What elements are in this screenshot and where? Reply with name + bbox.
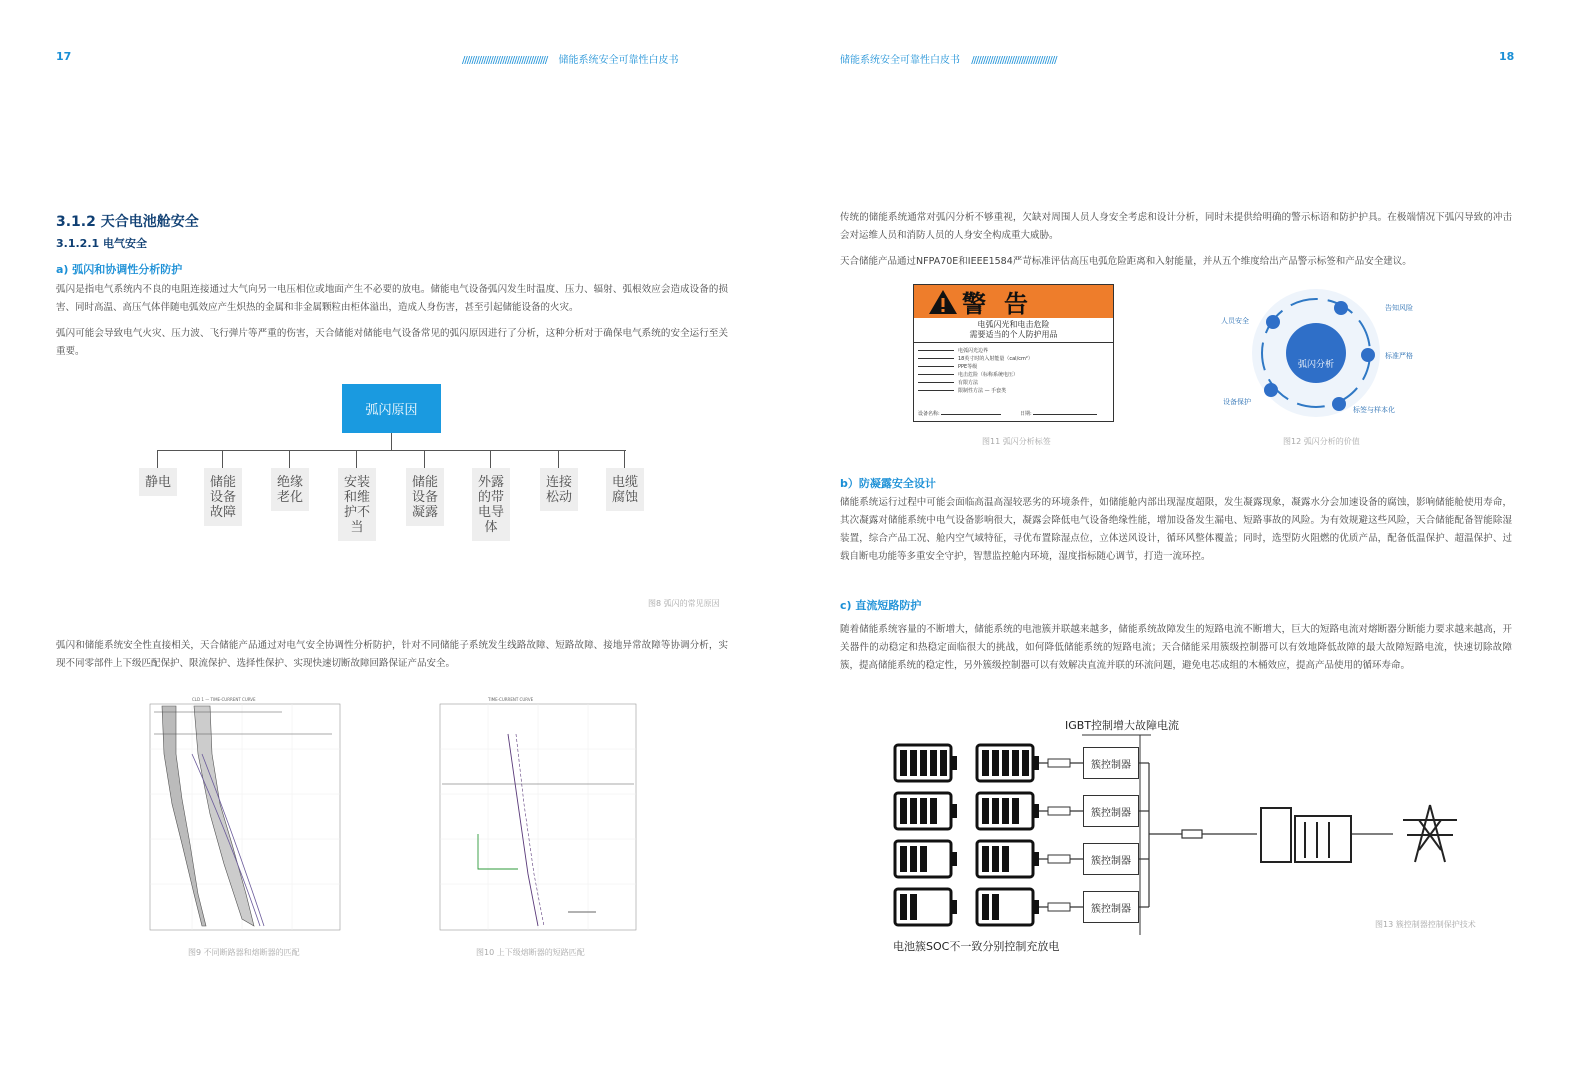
heading-arc-flash: a) 弧闪和协调性分析防护 [56, 263, 183, 276]
running-title: 储能系统安全可靠性白皮书 [840, 55, 960, 66]
igbt-label: IGBT控制增大故障电流 [1065, 719, 1180, 732]
warning-row [918, 379, 1110, 386]
figure-caption: 图10 上下级熔断器的短路匹配 [476, 948, 585, 957]
paragraph: 弧闪和储能系统安全性直接相关，天合储能产品通过对电气安全协调性分析防护，针对不同储能子系统发生线路故障、短路故障、接地异常故障等协调分析，实现不同零部件上下级匹配保护、限流保护、选择性保护、实现快速切断故障回路保证产品安全。 [56, 640, 728, 669]
section-title: 3.1.2 天合电池舱安全 [56, 214, 199, 230]
battery-icon [893, 887, 959, 927]
warning-title: 警告 [962, 290, 1046, 318]
warning-row-text: 18英寸时的入射能量（cal/cm²） [958, 356, 1033, 362]
date-label: 日期: [1020, 411, 1032, 417]
figure-caption: 图8 弧闪的常见原因 [648, 599, 720, 608]
fuse-coordination-plot [428, 694, 643, 939]
battery-icon [893, 791, 959, 831]
svg-text:TIME-CURRENT CURVE: TIME-CURRENT CURVE [488, 697, 534, 702]
cause-box: 绝缘老化 [271, 468, 309, 511]
hub-label-equipment-protection: 设备保护 [1223, 398, 1251, 406]
warning-row [918, 363, 1110, 370]
warning-row-text: 有限方法 [958, 380, 979, 386]
connector-line [391, 433, 392, 450]
warning-line-2: 需要适当的个人防护用品 [969, 330, 1058, 339]
paragraph: 储能系统运行过程中可能会面临高温高湿较恶劣的环境条件，如储能舱内部出现湿度超限，发生凝露现象，凝露水分会加速设备的腐蚀，影响储能舱使用寿命，其次凝露对储能系统中电气设备影响很大，凝露会降低电气设备绝缘性能，增加设备发生漏电、短路事故的风险。为有效规避这些风险，天合储能配备智能除湿装置，综合产品工况、舱内空气域特征，寻优布置除湿点位，立体送风设计，循环风整体覆盖；同时，选型防火阻燃的优质产品，配备低温保护、超温保护、过载自断电功能等多重安全守护，智慧监控舱内环境，湿度指标随心调节，打造一流环控。 [840, 497, 1512, 562]
cause-box: 静电 [139, 468, 177, 496]
warning-subtitle [914, 318, 1113, 343]
fuse-short-circuit-figure [428, 694, 643, 939]
battery-icon [893, 743, 959, 783]
cause-box: 储能设备故障 [204, 468, 242, 526]
svg-text:CLD 1 — TIME-CURRENT CURVE: CLD 1 — TIME-CURRENT CURVE [192, 697, 256, 702]
running-title: 储能系统安全可靠性白皮书 [558, 55, 679, 66]
connector-line [490, 450, 491, 468]
warning-row-text: 电击危险（标称系统电压） [958, 372, 1019, 378]
cause-box: 外露的带电导体 [472, 468, 510, 541]
battery-icon [893, 839, 959, 879]
warning-row [918, 371, 1110, 378]
cluster-controller-box: 簇控制器 [1083, 795, 1139, 827]
paragraph: 传统的储能系统通常对弧闪分析不够重视，欠缺对周围人员人身安全考虑和设计分析，同时未提供给明确的警示标语和防护护具。在极端情况下弧闪导致的冲击会对运维人员和消防人员的人身安全构成重大威胁。 [840, 212, 1512, 241]
battery-icon [975, 791, 1041, 831]
warning-row [918, 387, 1110, 394]
connector-line [157, 450, 158, 468]
soc-label: 电池簇SOC不一致分别控制充放电 [893, 940, 1060, 953]
cluster-controller-box: 簇控制器 [1083, 747, 1139, 779]
connector-line [558, 450, 559, 468]
connector-line [289, 450, 290, 468]
paragraph: 天合储能产品通过NFPA70E和IEEE1584严苛标准评估高压电弧危险距离和入射能量，并从五个维度给出产品警示标签和产品安全建议。 [840, 256, 1412, 267]
battery-icon [975, 743, 1041, 783]
paragraph: 随着储能系统容量的不断增大，储能系统的电池簇并联越来越多，储能系统故障发生的短路电流不断增大，巨大的短路电流对熔断器分断能力要求越来越高，开关器件的动稳定和热稳定面临很大的挑战，如何降低储能系统的短路电流；天合储能采用簇级控制器可以有效地降低故障的最大故障短路电流，快速切除故障簇，提高储能系统的稳定性，另外簇级控制器可以有效解决直流并联的环流问题，避免电芯成组的木桶效应，提高产品使用的循环寿命。 [840, 624, 1512, 671]
warning-line-1: 电弧闪光和电击危险 [977, 320, 1050, 329]
subsection-title: 3.1.2.1 电气安全 [56, 237, 147, 250]
date-field [1020, 410, 1097, 417]
arc-cause-diagram [130, 380, 670, 610]
heading-anti-condensation: b）防凝露安全设计 [840, 477, 936, 490]
connector-line [624, 450, 625, 468]
connector-line [157, 450, 626, 451]
cause-box: 储能设备凝露 [406, 468, 444, 526]
warning-row [918, 347, 1110, 354]
arc-analysis-value-diagram [1215, 287, 1425, 422]
hub-label-label-sampling: 标签与样本化 [1353, 406, 1395, 414]
paragraph: 弧闪可能会导致电气火灾、压力波、飞行弹片等严重的伤害，天合储能对储能电气设备常见的弧闪原因进行了分析，这种分析对于确保电气系统的安全运行至关重要。 [56, 328, 728, 357]
warning-row-text: 电弧闪光边界 [958, 348, 989, 354]
cause-box: 连接松动 [540, 468, 578, 511]
device-name-field [918, 410, 1001, 417]
heading-dc-short-circuit: c) 直流短路防护 [840, 599, 922, 612]
diagram-root-box: 弧闪原因 [342, 384, 441, 433]
figure-caption: 图11 弧闪分析标签 [982, 437, 1051, 446]
cause-box: 电缆腐蚀 [606, 468, 644, 511]
warning-header [914, 285, 1113, 318]
header-hatch-decoration: //////////////////////////////////// [462, 55, 548, 66]
figure-caption: 图12 弧闪分析的价值 [1283, 437, 1360, 446]
transmission-tower-icon [1403, 805, 1457, 862]
figure-caption: 图13 簇控制器控制保护技术 [1375, 920, 1476, 929]
breaker-fuse-curve-figure [132, 694, 347, 939]
cluster-controller-box: 簇控制器 [1083, 843, 1139, 875]
arc-flash-warning-label [913, 284, 1114, 422]
device-name-label: 设备名称: [918, 411, 940, 417]
warning-row-text: PPE等级 [958, 364, 978, 370]
warning-triangle-icon [928, 289, 958, 315]
left-page-number: 17 [56, 50, 72, 63]
right-running-header [840, 51, 1056, 66]
left-running-header [462, 51, 678, 66]
cause-box: 安装和维护不当 [338, 468, 376, 541]
figure-caption: 图9 不同断路器和熔断器的匹配 [188, 948, 300, 957]
container-icon [1261, 808, 1351, 862]
right-page-number: 18 [1499, 50, 1515, 63]
hub-center-label: 弧闪分析 [1297, 360, 1334, 370]
cluster-controller-box: 簇控制器 [1083, 891, 1139, 923]
time-current-curve-plot [132, 694, 347, 939]
hub-label-risk-notice: 告知风险 [1385, 304, 1413, 312]
connector-line [424, 450, 425, 468]
hub-label-strict-standard: 标准严格 [1385, 352, 1413, 360]
hub-label-personnel-safety: 人员安全 [1221, 317, 1249, 325]
warning-rows [914, 347, 1113, 399]
connector-line [356, 450, 357, 468]
warning-row-text: 限制性方法 — 手套类 [958, 388, 1007, 394]
battery-icon [975, 839, 1041, 879]
header-hatch-decoration: //////////////////////////////////// [971, 55, 1057, 66]
warning-row [918, 355, 1110, 362]
battery-icon [975, 887, 1041, 927]
connector-line [222, 450, 223, 468]
paragraph: 弧闪是指电气系统内不良的电阻连接通过大气向另一电压相位或地面产生不必要的放电。储能电气设备弧闪发生时温度、压力、辐射、弧根效应会造成设备的损害、同时高温、高压气体伴随电弧效应产生炽热的金属和非金属颗粒由柜体溢出，造成人身伤害，甚至引起储能设备的火灾。 [56, 284, 728, 313]
